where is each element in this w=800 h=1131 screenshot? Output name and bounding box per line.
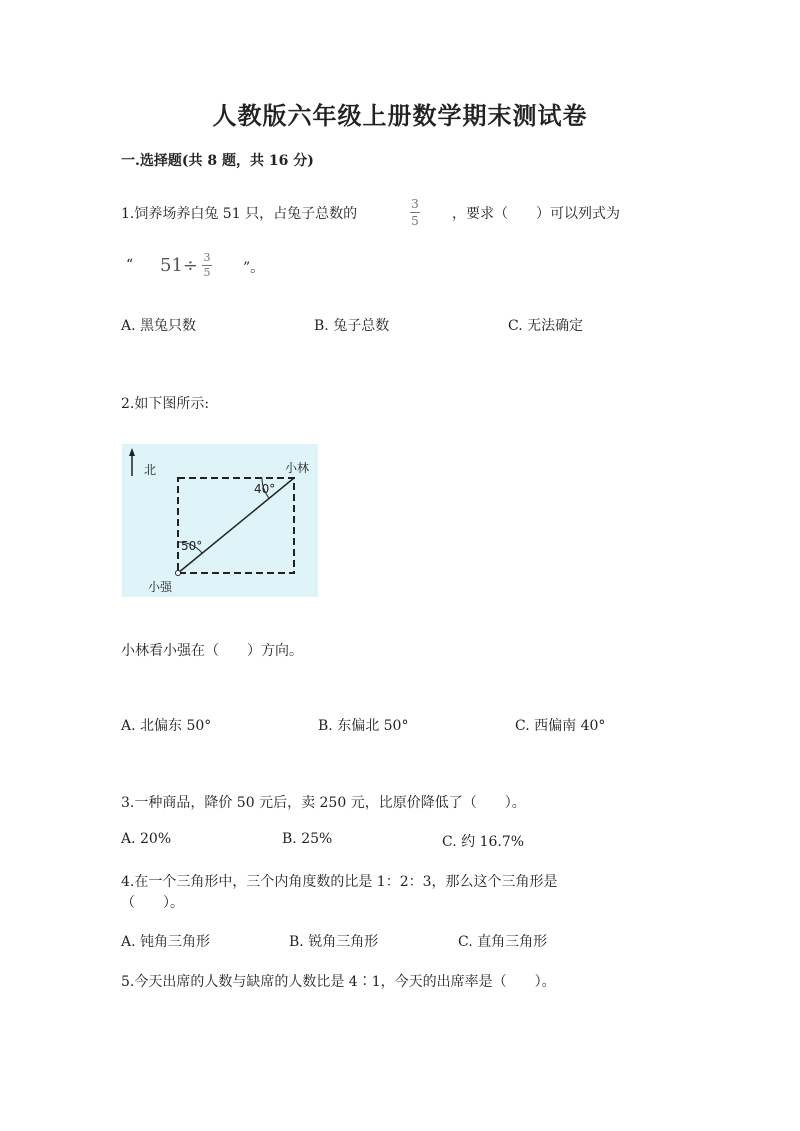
q2-prompt: 小林看小强在（ ）方向。: [121, 643, 303, 659]
north-label: 北: [144, 463, 157, 477]
q3-option-c: C. 约 16.7%: [442, 834, 525, 850]
point-marker: [176, 571, 181, 576]
q2-text: 2.如下图所示:: [121, 396, 210, 412]
q1-formula-fraction: [202, 252, 212, 279]
q1-option-a: A. 黑兔只数: [121, 318, 197, 334]
q4-option-c: C. 直角三角形: [458, 934, 548, 950]
q1-option-c: C. 无法确定: [508, 318, 584, 334]
angle-label-top: 40°: [254, 482, 276, 496]
q4-text-line2: （ ）。: [121, 895, 184, 911]
angle-label-bottom: 50°: [181, 539, 203, 553]
label-xiaolin: 小林: [285, 461, 310, 475]
q1-text-a: 1.饲养场养白兔 51 只，占兔子总数的: [121, 206, 358, 222]
q1-fraction-denominator: 5: [411, 214, 419, 228]
connecting-line: [178, 478, 294, 573]
q1-formula-denominator: 5: [203, 266, 211, 279]
q2-option-a: A. 北偏东 50°: [121, 718, 212, 734]
q4-option-a: A. 钝角三角形: [121, 934, 211, 950]
q1-fraction: [410, 197, 420, 228]
q1-option-b: B. 兔子总数: [314, 318, 390, 334]
q4-text-line1: 4.在一个三角形中，三个内角度数的比是 1：2：3，那么这个三角形是: [121, 874, 558, 890]
q3-option-b: B. 25%: [282, 831, 333, 847]
north-arrow-icon: [129, 448, 135, 476]
q1-formula-whole: 51÷: [160, 255, 198, 276]
fraction-bar: [410, 212, 420, 213]
q1-quote-close: ”。: [243, 260, 265, 276]
q3-text: 3.一种商品，降价 50 元后，卖 250 元，比原价降低了（ ）。: [121, 795, 526, 811]
q1-formula-numerator: 3: [203, 251, 211, 264]
q2-option-b: B. 东偏北 50°: [318, 718, 409, 734]
q3-option-a: A. 20%: [121, 831, 172, 847]
label-xiaoqiang: 小强: [148, 580, 173, 594]
q1-text-b: ，要求（ ）可以列式为: [452, 206, 620, 222]
direction-diagram: [122, 444, 318, 597]
q1-quote-open: “: [126, 257, 134, 273]
page-title: 人教版六年级上册数学期末测试卷: [212, 101, 588, 130]
q4-option-b: B. 锐角三角形: [289, 934, 379, 950]
section-heading: 一.选择题(共 8 题，共 16 分): [121, 153, 314, 169]
q1-formula: [160, 252, 212, 279]
q1-fraction-numerator: 3: [411, 197, 419, 211]
q2-option-c: C. 西偏南 40°: [515, 718, 606, 734]
q5-text: 5.今天出席的人数与缺席的人数比是 4∶1，今天的出席率是（ ）。: [121, 974, 556, 990]
